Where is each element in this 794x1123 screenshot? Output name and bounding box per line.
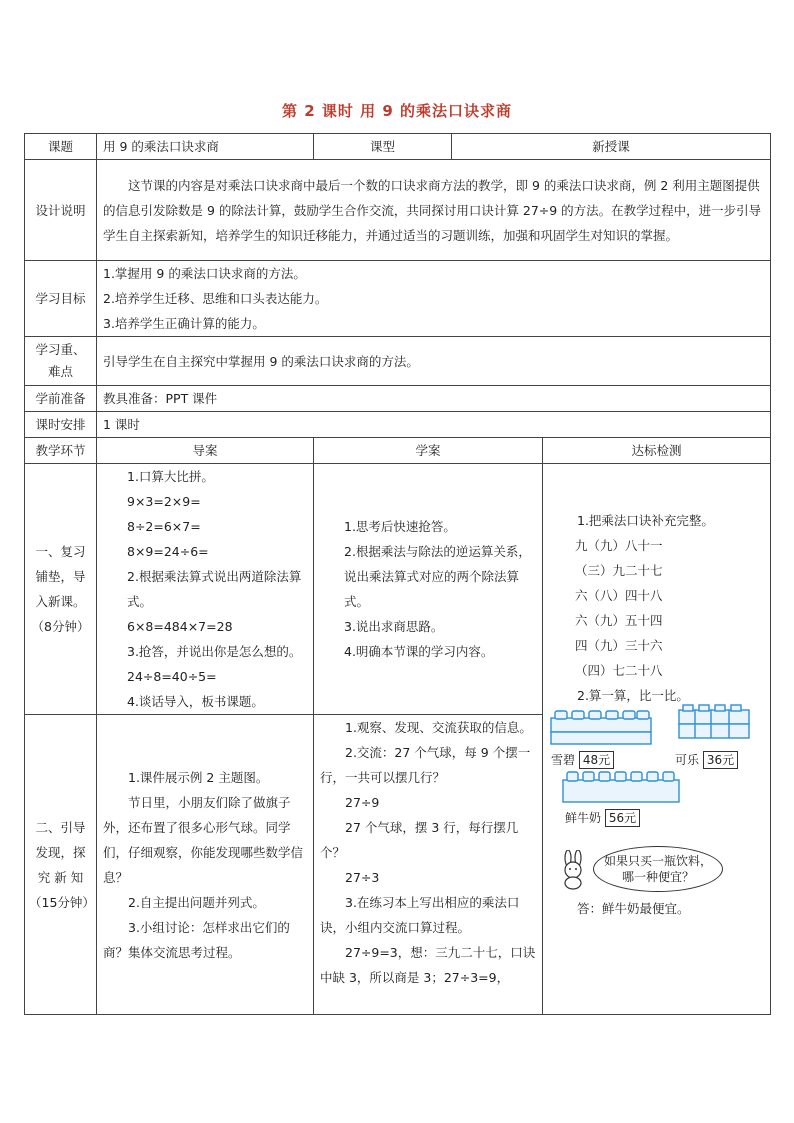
study-line: 3.说出求商思路。 [344,619,444,634]
stage1-study [314,464,543,715]
prep-label: 学前准备 [25,386,97,412]
design-label: 设计说明 [25,160,97,261]
col-stage-header: 教学环节 [25,438,97,464]
rhyme-item: （四）七二十八 [575,663,663,678]
guide-line: 4.谈话导入，板书课题。 [127,694,264,709]
goals-list [97,261,771,337]
drinks-illustration [543,710,770,850]
goal-item: 2.培养学生迁移、思维和口头表达能力。 [103,291,328,306]
sprite-name: 雪碧 [551,753,576,767]
stage2-guide [97,715,314,1015]
guide-line: 3.小组讨论：怎样求出它们的商？集体交流思考过程。 [103,919,290,960]
rabbit-icon [557,850,591,890]
key-points-label-line2: 难点 [47,364,73,379]
guide-line: 8÷2=6×7= [127,519,201,534]
rhyme-item: 九（九）八十一 [575,538,663,553]
guide-line: 2.自主提出问题并列式。 [128,894,265,910]
stage2-line: 发现，探 [35,844,86,860]
study-line: 2.交流：27 个气球，每 9 个摆一行，一共可以摆几行？ [320,745,531,785]
milk-name: 鲜牛奶 [565,811,602,825]
guide-line: 24÷8=40÷5= [127,669,217,684]
sprite-price: 48元 [579,751,614,769]
study-line: 27 个气球，摆 3 行，每行摆几个？ [320,820,519,860]
key-points-text: 引导学生在自主探究中掌握用 9 的乘法口诀求商的方法。 [97,337,771,386]
prep-row [25,386,771,412]
guide-line: 节日里，小朋友们除了做旗子外，还布置了很多心形气球。同学们，仔细观察，你能发现哪些数学信息？ [103,794,304,885]
type-label: 课型 [314,134,452,160]
goals-label: 学习目标 [25,261,97,337]
page-title: 第 2 课时 用 9 的乘法口诀求商 [282,102,512,120]
type-value: 新授课 [452,134,771,160]
study-line: 27÷3 [345,870,380,885]
topic-value: 用 9 的乘法口诀求商 [97,134,314,160]
question-bubble: 如果只买一瓶饮料，哪一种便宜？ [593,846,723,892]
guide-line: 6×8=484×7=28 [127,619,233,634]
guide-line: 3.抢答，并说出你是怎么想的。 [127,644,302,659]
check-cell [543,464,771,1015]
design-text: 这节课的内容是对乘法口诀求商中最后一个数的口诀求商方法的教学，即 9 的乘法口诀求商，例 2 利用主题图提供的信息引发除数是 9 的除法计算，鼓励学生合作交流，共同探讨用口诀计算 27÷9 的方法。在教学过程中，进一步引导学生自主探索新知，培养学生的知识迁移能力，并通过适当的习题训练，加强和巩固学生对知识的掌握。 [97,160,771,261]
design-row [25,160,771,261]
stage2-label [25,715,97,1015]
rhyme-item: （三）九二十七 [575,563,663,578]
study-line: 2.根据乘法与除法的逆运算关系，说出乘法算式对应的两个除法算式。 [344,544,531,609]
guide-line: 8×9=24÷6= [127,544,209,559]
stage1-line: （8分钟） [31,619,90,634]
cola-name: 可乐 [675,753,700,767]
cola-price: 36元 [703,751,738,769]
cola-label [675,748,738,773]
key-points-label-line1: 学习重、 [35,342,86,357]
goal-item: 1.掌握用 9 的乘法口诀求商的方法。 [103,266,306,281]
col-check-header: 达标检测 [543,438,771,464]
topic-label: 课题 [25,134,97,160]
stage1-line: 铺垫，导 [35,569,86,584]
study-line: 27÷9=3，想：三九二十七，口诀中缺 3，所以商是 3；27÷3=9， [320,945,536,985]
key-points-label [25,337,97,386]
stage2-line: 究 新 知 [37,869,84,885]
schedule-label: 课时安排 [25,412,97,438]
guide-line: 9×3=2×9= [127,494,201,509]
rhyme-item: 六（九）五十四 [575,613,663,628]
cola-cans-icon [677,704,751,740]
rhyme-item: 六（八）四十八 [575,588,663,603]
stage1-row [25,464,771,715]
milk-price: 56元 [605,809,640,827]
study-line: 27÷9 [345,795,380,810]
guide-line: 1.口算大比拼。 [127,469,214,484]
guide-line: 1.课件展示例 2 主题图。 [128,769,269,785]
schedule-row [25,412,771,438]
stage2-study [314,715,543,1015]
lesson-plan-table [24,133,771,1015]
answer-text: 答：鲜牛奶最便宜。 [577,901,690,916]
col-study-header: 学案 [314,438,543,464]
check-task1: 1.把乘法口诀补充完整。 [577,513,714,528]
stage2-line: 二、引导 [35,819,86,835]
stage1-line: 一、复习 [35,544,86,559]
topic-row [25,134,771,160]
study-line: 3.在练习本上写出相应的乘法口诀，小组内交流口算过程。 [320,895,520,935]
check-task2: 2.算一算，比一比。 [577,688,689,703]
col-guide-header: 导案 [97,438,314,464]
study-line: 1.思考后快速抢答。 [344,519,456,534]
key-points-row [25,337,771,386]
rhyme-item: 四（九）三十六 [575,638,663,653]
column-header-row [25,438,771,464]
stage1-guide [97,464,314,715]
stage1-label [25,464,97,715]
study-line: 4.明确本节课的学习内容。 [344,644,494,659]
sprite-bottles-icon [549,710,653,746]
rhyme-list [575,533,764,683]
check-content [543,464,770,708]
goals-row [25,261,771,337]
milk-label [565,806,640,831]
stage1-line: 入新课。 [35,594,86,609]
goal-item: 3.培养学生正确计算的能力。 [103,316,265,331]
study-line: 1.观察、发现、交流获取的信息。 [345,720,532,735]
stage2-line: （15分钟） [29,894,95,910]
milk-bottles-icon [561,770,681,804]
guide-line: 2.根据乘法算式说出两道除法算式。 [127,569,302,609]
question-area [543,850,770,896]
prep-text: 教具准备：PPT 课件 [97,386,771,412]
schedule-text: 1 课时 [97,412,771,438]
